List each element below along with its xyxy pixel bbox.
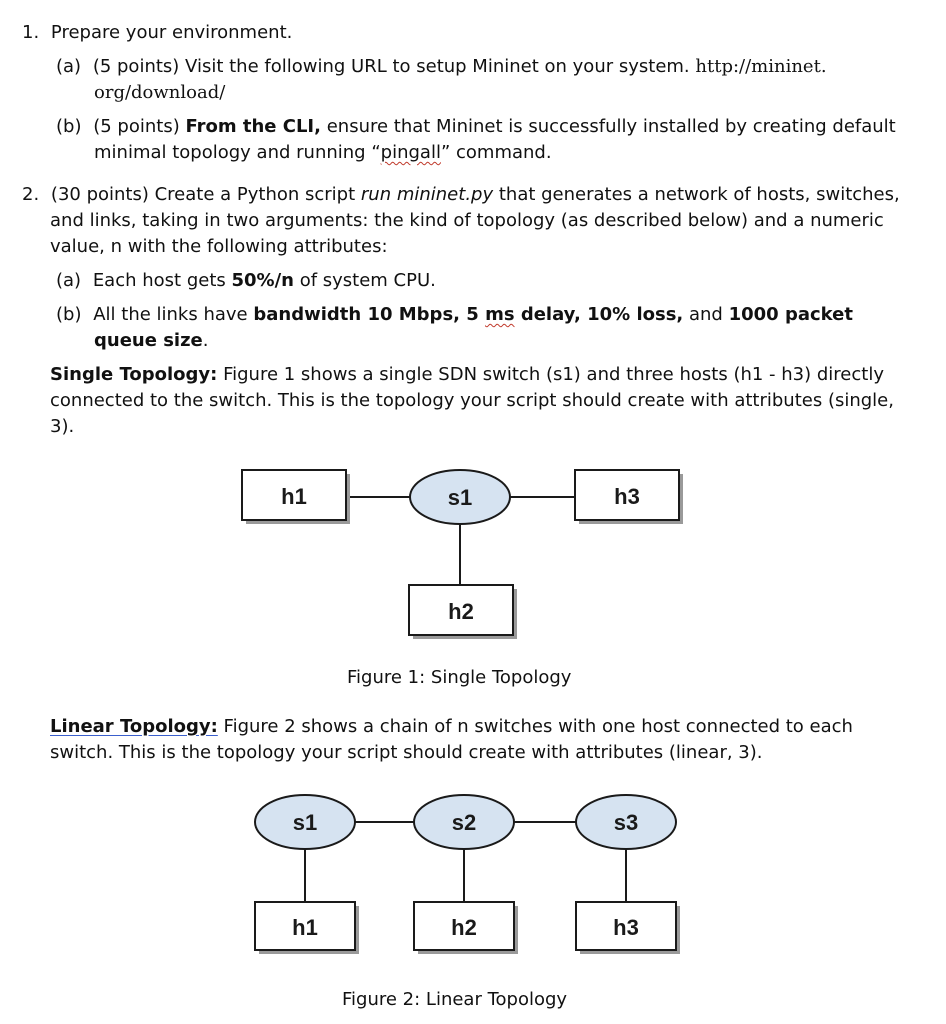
q1-title-text: Prepare your environment. [50, 22, 293, 43]
host-h3-label: h3 [613, 915, 639, 940]
q2b-period: . [202, 330, 209, 351]
q2b-label: (b) [56, 304, 82, 325]
figure-1-single-topology [0, 462, 946, 652]
q2-line1-pre: (30 points) Create a Python script [50, 184, 361, 205]
q1b-cmd: pingall [380, 142, 441, 163]
host-h2-label: h2 [448, 599, 474, 624]
q1b-text1: ensure that Mininet is successfully installed by creating default [320, 116, 896, 137]
q1b-text2-post: ” command. [440, 142, 552, 163]
host-h2 [414, 902, 518, 954]
q1a-text: (5 points) Visit the following URL to setup Mininet on your system. [92, 56, 690, 77]
q1a-url-part1[interactable]: http://mininet. [695, 56, 827, 77]
host-h2 [409, 585, 517, 639]
q1b-bold: From the CLI, [185, 116, 321, 137]
host-h1 [242, 470, 350, 524]
q2b-queue: queue size [94, 330, 203, 351]
q1a-label: (a) [56, 56, 82, 77]
linear-para-line1 [50, 716, 853, 738]
q2-line2: and links, taking in two arguments: the kind of topology (as described below) and a numeric [50, 210, 884, 231]
switch-s1-label: s1 [447, 485, 473, 510]
host-h3 [575, 470, 683, 524]
q2-line1-post: that generates a network of hosts, switches, [493, 184, 900, 205]
switch-s1 [255, 795, 355, 849]
single-heading: Single Topology: [50, 364, 218, 385]
single-para-line1 [50, 364, 884, 386]
linear-line1: Figure 2 shows a chain of n switches with one host connected to each [217, 716, 853, 737]
q2b-bold2: delay, 10% loss, [514, 304, 684, 325]
switch-s3 [576, 795, 676, 849]
host-h3 [576, 902, 680, 954]
switch-s2 [414, 795, 514, 849]
linear-heading: Linear Topology: [50, 716, 218, 737]
q2a-label: (a) [56, 270, 82, 291]
q1-title [22, 22, 292, 44]
q1b-label: (b) [56, 116, 82, 137]
q2b-pre: All the links have [93, 304, 254, 325]
host-h2-label: h2 [451, 915, 477, 940]
q1-number: 1. [22, 22, 40, 43]
q2-script-name: run mininet.py [360, 184, 494, 205]
q2a-post: of system CPU. [293, 270, 436, 291]
q1b-line2 [94, 142, 552, 164]
figure-2-linear-topology [0, 790, 946, 970]
host-h1 [255, 902, 359, 954]
single-line2: connected to the switch. This is the topology your script should create with attributes (single, [50, 390, 894, 411]
q1a-line1 [56, 56, 827, 78]
q2-line1 [22, 184, 900, 206]
host-h1-label: h1 [292, 915, 318, 940]
q2b-bold1: bandwidth 10 Mbps, 5 [253, 304, 486, 325]
linear-line2: switch. This is the topology your script should create with attributes (linear, 3). [50, 742, 763, 763]
switch-s1 [410, 470, 510, 524]
q2b-line1 [56, 304, 853, 326]
host-h1-label: h1 [281, 484, 307, 509]
single-line1: Figure 1 shows a single SDN switch (s1) and three hosts (h1 - h3) directly [217, 364, 884, 385]
host-h3-label: h3 [614, 484, 640, 509]
q2-line3: value, n with the following attributes: [50, 236, 388, 257]
single-line3: 3). [50, 416, 75, 437]
q2b-and: and [683, 304, 729, 325]
q2a-pre: Each host gets [92, 270, 232, 291]
q2a-line [56, 270, 436, 292]
figure-1-caption: Figure 1: Single Topology [347, 667, 572, 688]
q1b-line1 [56, 116, 896, 138]
switch-s2-label: s2 [451, 810, 477, 835]
switch-s1-label: s1 [292, 810, 318, 835]
q2b-ms: ms [485, 304, 515, 325]
q1b-pre: (5 points) [93, 116, 186, 137]
q1a-url-part2[interactable]: org/download/ [94, 82, 226, 103]
q2a-bold: 50%/n [231, 270, 294, 291]
q2-number: 2. [22, 184, 40, 205]
q2b-bold3: 1000 packet [728, 304, 853, 325]
q2b-line2 [94, 330, 209, 352]
figure-2-caption: Figure 2: Linear Topology [342, 989, 568, 1010]
q1b-text2-pre: minimal topology and running “ [94, 142, 381, 163]
switch-s3-label: s3 [613, 810, 639, 835]
